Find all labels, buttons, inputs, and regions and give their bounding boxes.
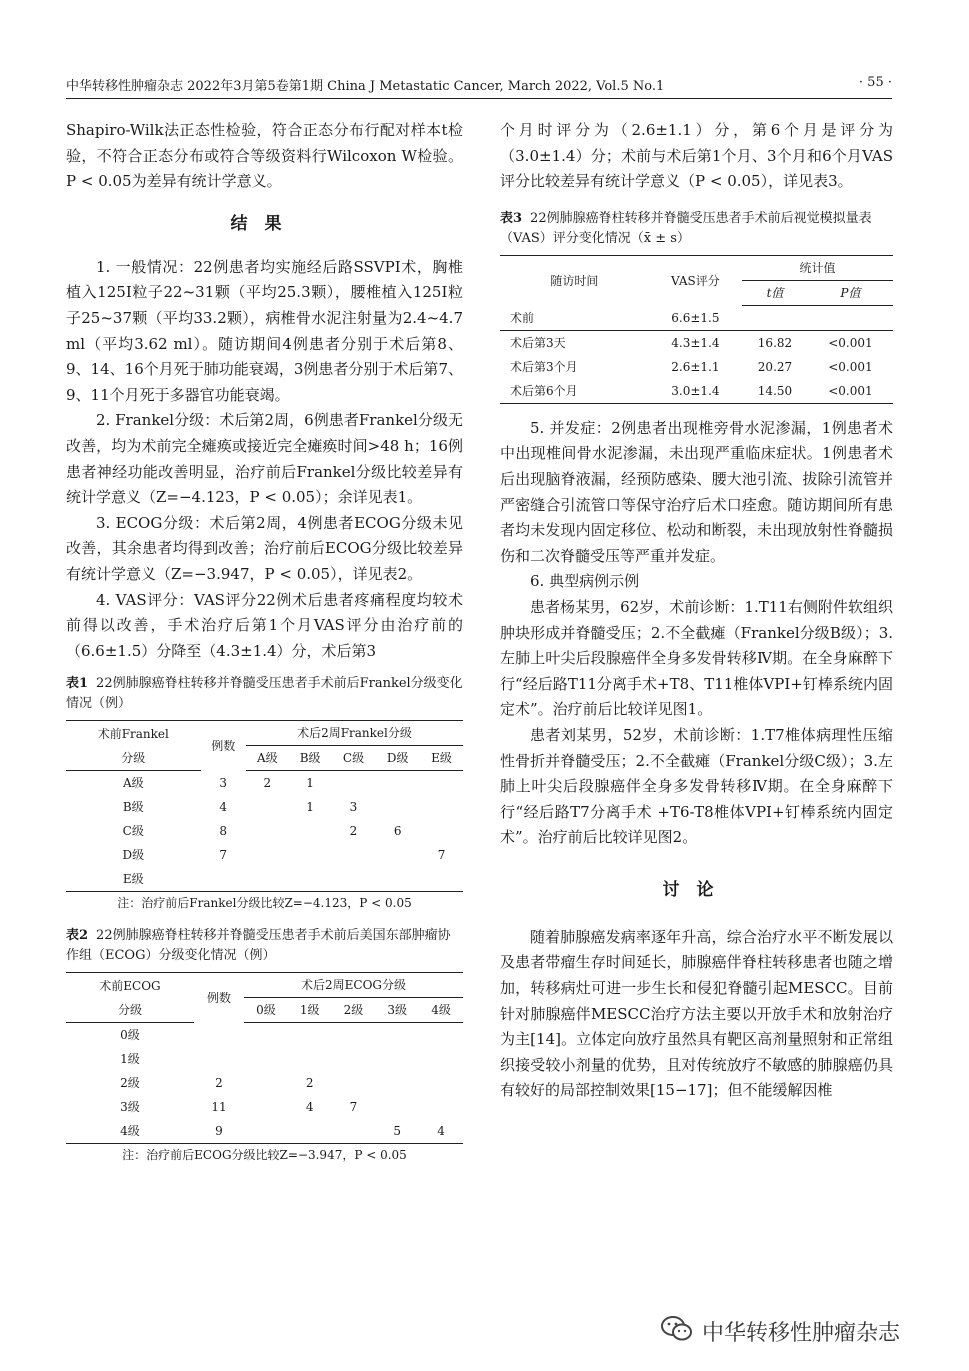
table-cell: 3 — [349, 800, 358, 815]
table-1-col: C级 — [332, 746, 376, 771]
table-cell: 术后第3天 — [510, 335, 566, 350]
section-heading-discussion: 讨论 — [662, 879, 731, 900]
table-cell — [246, 819, 289, 843]
table-cell — [332, 867, 376, 892]
table-cell — [332, 843, 376, 867]
table-3-header-vas: VAS评分 — [649, 255, 742, 305]
table-row — [500, 355, 893, 379]
table-1-grid — [66, 720, 463, 892]
table-cell: <0.001 — [808, 379, 893, 404]
journal-citation: 中华转移性肿瘤杂志 2022年3月第5卷第1期 China J Metastatic Cancer, March 2022, Vol.5 No.1 — [66, 79, 665, 94]
table-cell — [419, 1047, 463, 1071]
table-cell: 2 — [349, 824, 358, 839]
table-cell: 11 — [211, 1100, 227, 1115]
table-2 — [66, 926, 463, 1164]
table-cell: D级 — [122, 848, 145, 863]
table-row — [500, 379, 893, 404]
table-cell — [808, 305, 893, 330]
table-3-header-stat: 统计值 — [742, 255, 893, 280]
table-cell — [289, 867, 332, 892]
table-cell: 5 — [375, 1119, 419, 1144]
table-cell — [375, 1071, 419, 1095]
table-1 — [66, 674, 463, 912]
table-cell: E级 — [66, 867, 201, 892]
table-cell: 3.0±1.4 — [649, 379, 742, 404]
table-cell: 9 — [194, 1119, 244, 1144]
table-cell: C级 — [122, 824, 144, 839]
table-1-col: B级 — [289, 746, 332, 771]
table-cell: 术前 — [500, 305, 649, 330]
table-cell: 1 — [306, 776, 314, 791]
table-3-caption: 表3 22例肺腺癌脊柱转移并脊髓受压患者手术前后视觉模拟量表（VAS）评分变化情况（x̄ ± s） — [500, 210, 872, 246]
table-cell — [420, 795, 463, 819]
table-row — [66, 843, 463, 867]
table-3-grid — [500, 255, 893, 404]
table-1-caption: 表1 22例肺腺癌脊柱转移并脊髓受压患者手术前后Frankel分级变化情况（例） — [66, 676, 463, 712]
table-cell — [375, 1047, 419, 1071]
table-cell — [289, 819, 332, 843]
table-2-header-pre2: 分级 — [66, 998, 194, 1023]
table-cell: 0级 — [120, 1028, 140, 1043]
table-row — [66, 1119, 463, 1144]
table-cell — [244, 1119, 288, 1144]
table-cell: 2.6±1.1 — [671, 359, 720, 374]
paragraph-cases-heading: 6. 典型病例示例 — [530, 572, 640, 591]
table-cell — [244, 1071, 288, 1095]
table-cell — [419, 1071, 463, 1095]
table-cell — [375, 867, 420, 892]
table-row — [500, 305, 893, 330]
table-2-header-n: 例数 — [194, 973, 244, 1023]
table-2-col: 0级 — [244, 998, 288, 1023]
table-2-col: 1级 — [288, 998, 332, 1023]
table-cell: 1 — [306, 800, 314, 815]
table-cell: 术后第6个月 — [500, 379, 649, 404]
table-cell — [244, 1047, 288, 1071]
table-cell: 2 — [215, 1076, 223, 1091]
table-cell — [375, 1023, 419, 1048]
table-row — [66, 1047, 463, 1071]
table-cell — [375, 795, 420, 819]
table-2-header-pre: 术前ECOG — [66, 973, 194, 998]
paragraph-frankel: 2. Frankel分级：术后第2周，6例患者Frankel分级无改善，均为术前完全瘫痪或接近完全瘫痪时间>48 h；16例患者神经功能改善明显，治疗前后Frankel分级比较差异有统计学意义（Z=−4.123，P < 0.05）；余详见表1。 — [66, 411, 463, 507]
table-cell — [244, 1095, 288, 1119]
table-3-header-t: t值 — [742, 280, 808, 305]
table-cell: <0.001 — [828, 335, 873, 350]
paragraph-case-2: 患者刘某男，52岁，术前诊断：1.T7椎体病理性压缩性骨折并脊髓受压；2.不全截瘫（Frankel分级C级）；3.左肺上叶尖后段腺癌伴全身多发骨转移Ⅳ期。在全身麻醉下行“经后路T7分离手术 +T6-T8椎体VPI+钉棒系统内固定术”。治疗前后比较详见图2。 — [500, 725, 893, 847]
table-cell: 2 — [305, 1076, 314, 1091]
table-cell: B级 — [122, 800, 144, 815]
table-cell: 6.6±1.5 — [649, 305, 742, 330]
table-1-header-n: 例数 — [201, 721, 246, 771]
table-cell — [194, 1047, 244, 1071]
paragraph-vas: 4. VAS评分：VAS评分22例术后患者疼痛程度均较术前得以改善，手术治疗后第1个月VAS评分由治疗前的（6.6±1.5）分降至（4.3±1.4）分，术后第3 — [66, 590, 463, 660]
table-cell — [375, 771, 420, 796]
table-cell — [288, 1119, 332, 1144]
right-column — [500, 118, 893, 1104]
table-cell — [742, 305, 808, 330]
table-1-header-post: 术后2周Frankel分级 — [246, 721, 463, 746]
paragraph-case-1: 患者杨某男，62岁，术前诊断：1.T11右侧附件软组织肿块形成并脊髓受压；2.不全截瘫（Frankel分级B级）；3.左肺上叶尖后段腺癌伴全身多发骨转移Ⅳ期。在全身麻醉下行“经后路T11分离手术+T8、T11椎体VPI+钉棒系统内固定术”。治疗前后比较详见图1。 — [500, 597, 893, 719]
table-2-note: 注：治疗前后ECOG分级比较Z=−3.947，P < 0.05 — [122, 1148, 407, 1163]
table-cell — [332, 1023, 376, 1048]
table-cell: 4级 — [66, 1119, 194, 1144]
left-column — [66, 118, 463, 1164]
table-cell — [332, 1119, 376, 1144]
table-cell: 7 — [349, 1100, 358, 1115]
table-1-header-pre2: 分级 — [66, 746, 201, 771]
table-1-note: 注：治疗前后Frankel分级比较Z=−4.123，P < 0.05 — [117, 896, 412, 911]
table-cell: 7 — [437, 848, 446, 863]
table-2-grid — [66, 972, 463, 1144]
table-cell — [194, 1023, 244, 1048]
table-row — [500, 330, 893, 355]
table-cell — [332, 1047, 376, 1071]
table-cell — [375, 843, 420, 867]
table-cell: 20.27 — [757, 359, 793, 374]
table-cell — [244, 1023, 288, 1048]
table-cell: 2 — [263, 776, 272, 791]
paragraph-ecog: 3. ECOG分级：术后第2周，4例患者ECOG分级未见改善，其余患者均得到改善；治疗前后ECOG分级比较差异有统计学意义（Z=−3.947，P < 0.05），详见表2。 — [66, 513, 463, 583]
table-cell: 14.50 — [742, 379, 808, 404]
paragraph-complications: 5. 并发症：2例患者出现椎旁骨水泥渗漏，1例患者术中出现椎间骨水泥渗漏，未出现严重临床症状。1例患者术后出现脑脊液漏，经预防感染、腰大池引流、拔除引流管并严密缝合引流管口等保守治疗后术口痊愈。随访期间所有患者均未发现内固定移位、松动和断裂，未出现放射性脊髓损伤和二次脊髓受压等严重并发症。 — [500, 418, 893, 565]
table-cell: <0.001 — [828, 359, 873, 374]
table-row — [66, 1023, 463, 1048]
table-1-col: D级 — [375, 746, 420, 771]
section-heading-results: 结果 — [230, 213, 299, 234]
table-cell: 4 — [305, 1100, 314, 1115]
table-row — [66, 795, 463, 819]
table-cell: 4 — [219, 800, 228, 815]
table-cell — [246, 795, 289, 819]
running-header — [66, 73, 892, 95]
table-cell — [419, 1095, 463, 1119]
table-3-header-time: 随访时间 — [500, 255, 649, 305]
table-cell: 1级 — [120, 1052, 140, 1067]
table-3-header-p: P值 — [808, 280, 893, 305]
table-2-col: 2级 — [332, 998, 376, 1023]
table-cell: 2级 — [120, 1076, 140, 1091]
table-cell: 3 — [219, 776, 228, 791]
table-cell: 3级 — [120, 1100, 140, 1115]
table-cell: 6 — [393, 824, 402, 839]
table-cell — [288, 1023, 332, 1048]
table-row — [66, 771, 463, 796]
methods-paragraph-end: Shapiro-Wilk法正态性检验，符合正态分布行配对样本t检验，不符合正态分布或符合等级资料行Wilcoxon W检验。P < 0.05为差异有统计学意义。 — [66, 121, 463, 191]
table-cell: 8 — [219, 824, 228, 839]
table-cell: 4 — [419, 1119, 463, 1144]
table-2-caption: 表2 22例肺腺癌脊柱转移并脊髓受压患者手术前后美国东部肿瘤协作组（ECOG）分级变化情况（例） — [66, 928, 451, 964]
watermark — [660, 1313, 940, 1347]
header-rule — [66, 98, 892, 99]
table-row — [66, 819, 463, 843]
table-cell — [419, 1023, 463, 1048]
table-cell: 16.82 — [757, 335, 793, 350]
table-cell — [201, 867, 246, 892]
table-cell — [420, 819, 463, 843]
table-cell — [246, 867, 289, 892]
table-cell — [332, 771, 376, 796]
table-2-col: 3级 — [375, 998, 419, 1023]
wechat-icon — [660, 1315, 694, 1343]
watermark-text: 中华转移性肿瘤杂志 — [702, 1321, 901, 1346]
table-cell — [246, 843, 289, 867]
table-row — [66, 1095, 463, 1119]
table-2-col: 4级 — [419, 998, 463, 1023]
table-cell — [420, 771, 463, 796]
table-cell — [332, 1071, 376, 1095]
paragraph-discussion: 随着肺腺癌发病率逐年升高，综合治疗水平不断发展以及患者带瘤生存时间延长，肺腺癌伴脊柱转移患者也随之增加，转移病灶可进一步生长和侵犯脊髓引起MESCC。目前针对肺腺癌伴MESCC治疗方法主要以开放手术和放射治疗为主[14]。立体定向放疗虽然具有靶区高剂量照射和正常组织接受较小剂量的优势，且对传统放疗不敏感的肺腺癌仍具有较好的局部控制效果[15−17]；但不能缓解因椎 — [500, 927, 893, 1100]
table-row — [66, 867, 463, 892]
page-number: · 55 · — [858, 75, 892, 90]
table-cell — [375, 1095, 419, 1119]
table-1-col: E级 — [420, 746, 463, 771]
table-row — [66, 1071, 463, 1095]
table-1-col: A级 — [246, 746, 289, 771]
paragraph-general: 1. 一般情况：22例患者均实施经后路SSVPI术，胸椎植入125I粒子22~31颗（平均25.3颗），腰椎植入125I粒子25~37颗（平均33.2颗），病椎骨水泥注射量为2.4~4.7 ml（平均3.62 ml）。随访期间4例患者分别于术后第8、9、14、16个月死于肺功能衰竭，3例患者分别于术后第7、9、11个月死于多器官功能衰竭。 — [66, 257, 463, 404]
table-cell — [420, 867, 463, 892]
table-cell: 术后第3个月 — [510, 359, 578, 374]
table-1-header-pre: 术前Frankel — [66, 721, 201, 746]
table-cell: 7 — [219, 848, 228, 863]
table-cell — [289, 843, 332, 867]
table-2-header-post: 术后2周ECOG分级 — [244, 973, 463, 998]
table-cell: 4.3±1.4 — [671, 335, 720, 350]
table-cell: A级 — [122, 776, 144, 791]
table-3 — [500, 209, 893, 404]
table-cell — [288, 1047, 332, 1071]
paragraph-vas-cont: 个月时评分为（2.6±1.1）分，第6个月是评分为（3.0±1.4）分；术前与术后第1个月、3个月和6个月VAS评分比较差异有统计学意义（P < 0.05），详见表3。 — [500, 121, 893, 191]
